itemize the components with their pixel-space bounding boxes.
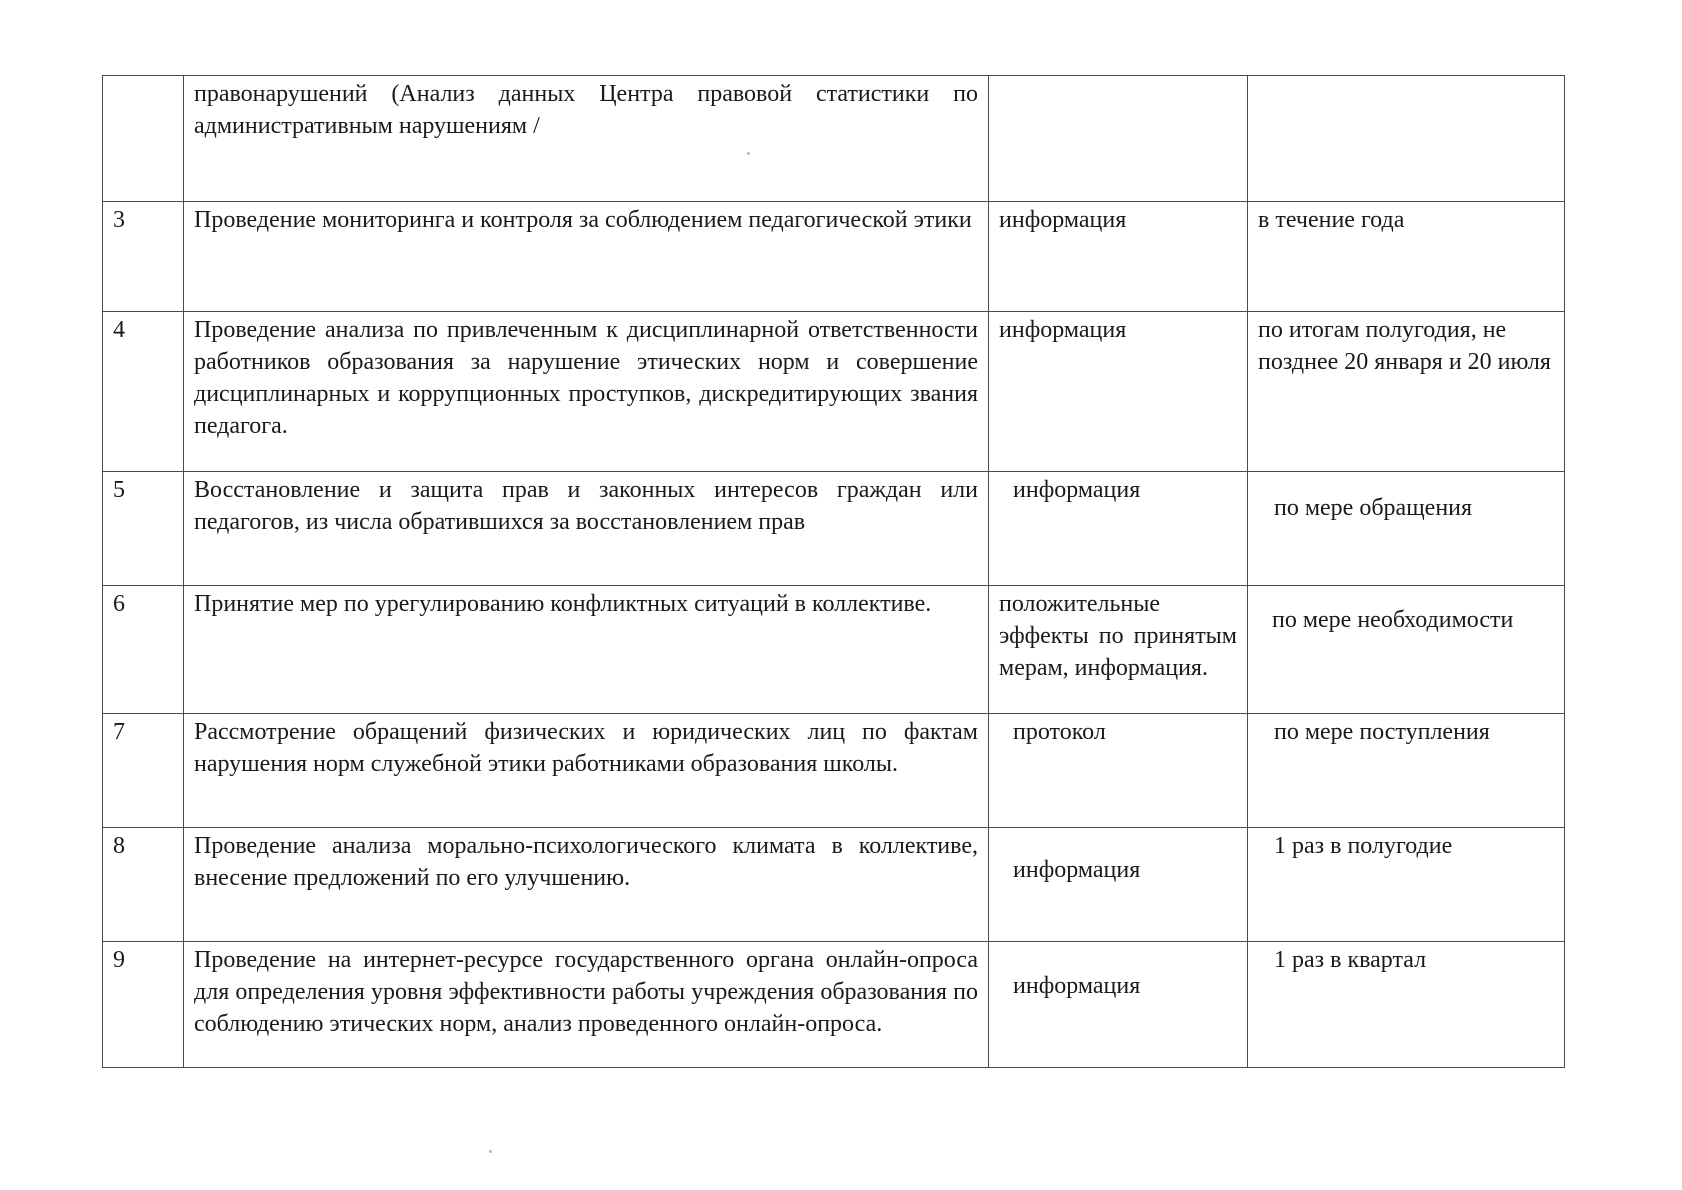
deadline-cell — [1248, 76, 1565, 202]
deadline-cell: по мере обращения — [1248, 472, 1565, 586]
row-number-cell: 7 — [103, 714, 184, 828]
table-row — [103, 76, 1565, 202]
result-cell: информация — [989, 942, 1248, 1068]
result-cell: информация — [989, 828, 1248, 942]
table-row — [103, 942, 1565, 1068]
action-cell: Проведение анализа по привлеченным к дисциплинарной ответственности работников образования за нарушение этических норм и совершение дисциплинарных и коррупционных проступков, дискредитирующих звания педагога. — [184, 312, 989, 472]
table-row — [103, 472, 1565, 586]
action-cell: Рассмотрение обращений физических и юридических лиц по фактам нарушения норм служебной этики работниками образования школы. — [184, 714, 989, 828]
action-cell: Проведение мониторинга и контроля за соблюдением педагогической этики — [184, 202, 989, 312]
deadline-cell: 1 раз в полугодие — [1248, 828, 1565, 942]
row-number-cell: 9 — [103, 942, 184, 1068]
row-number-cell: 3 — [103, 202, 184, 312]
result-cell — [989, 76, 1248, 202]
row-number-cell: 5 — [103, 472, 184, 586]
scan-speck — [489, 1150, 492, 1153]
action-lead-text: правонарушений — [194, 81, 368, 107]
table-row — [103, 202, 1565, 312]
table-row — [103, 312, 1565, 472]
action-cell: Проведение на интернет-ресурсе государственного органа онлайн-опроса для определения уровня эффективности работы учреждения образования по соблюдению этических норм, анализ проведенного онлайн-опроса. — [184, 942, 989, 1068]
row-number-cell: 4 — [103, 312, 184, 472]
action-cell: Принятие мер по урегулированию конфликтных ситуаций в коллективе. — [184, 586, 989, 714]
deadline-cell: 1 раз в квартал — [1248, 942, 1565, 1068]
row-number-cell — [103, 76, 184, 202]
deadline-cell: по мере поступления — [1248, 714, 1565, 828]
action-cell — [184, 76, 989, 202]
table-row — [103, 714, 1565, 828]
row-number-cell: 8 — [103, 828, 184, 942]
scan-speck — [747, 152, 750, 155]
result-cell: информация — [989, 472, 1248, 586]
deadline-cell: по мере необходимости — [1248, 586, 1565, 714]
result-cell: протокол — [989, 714, 1248, 828]
deadline-cell: в течение года — [1248, 202, 1565, 312]
action-continued-text: (Анализ данных Центра правовой статистики по административным нарушениям / — [194, 81, 978, 139]
table-row — [103, 828, 1565, 942]
result-cell: информация — [989, 202, 1248, 312]
result-cell: положительные эффекты по принятым мерам, информация. — [989, 586, 1248, 714]
row-number-cell: 6 — [103, 586, 184, 714]
action-cell: Проведение анализа морально-психологического климата в коллективе, внесение предложений по его улучшению. — [184, 828, 989, 942]
result-cell: информация — [989, 312, 1248, 472]
table-row — [103, 586, 1565, 714]
action-cell: Восстановление и защита прав и законных интересов граждан или педагогов, из числа обратившихся за восстановлением прав — [184, 472, 989, 586]
action-plan-table — [102, 75, 1565, 1068]
deadline-cell: по итогам полугодия, не позднее 20 января и 20 июля — [1248, 312, 1565, 472]
